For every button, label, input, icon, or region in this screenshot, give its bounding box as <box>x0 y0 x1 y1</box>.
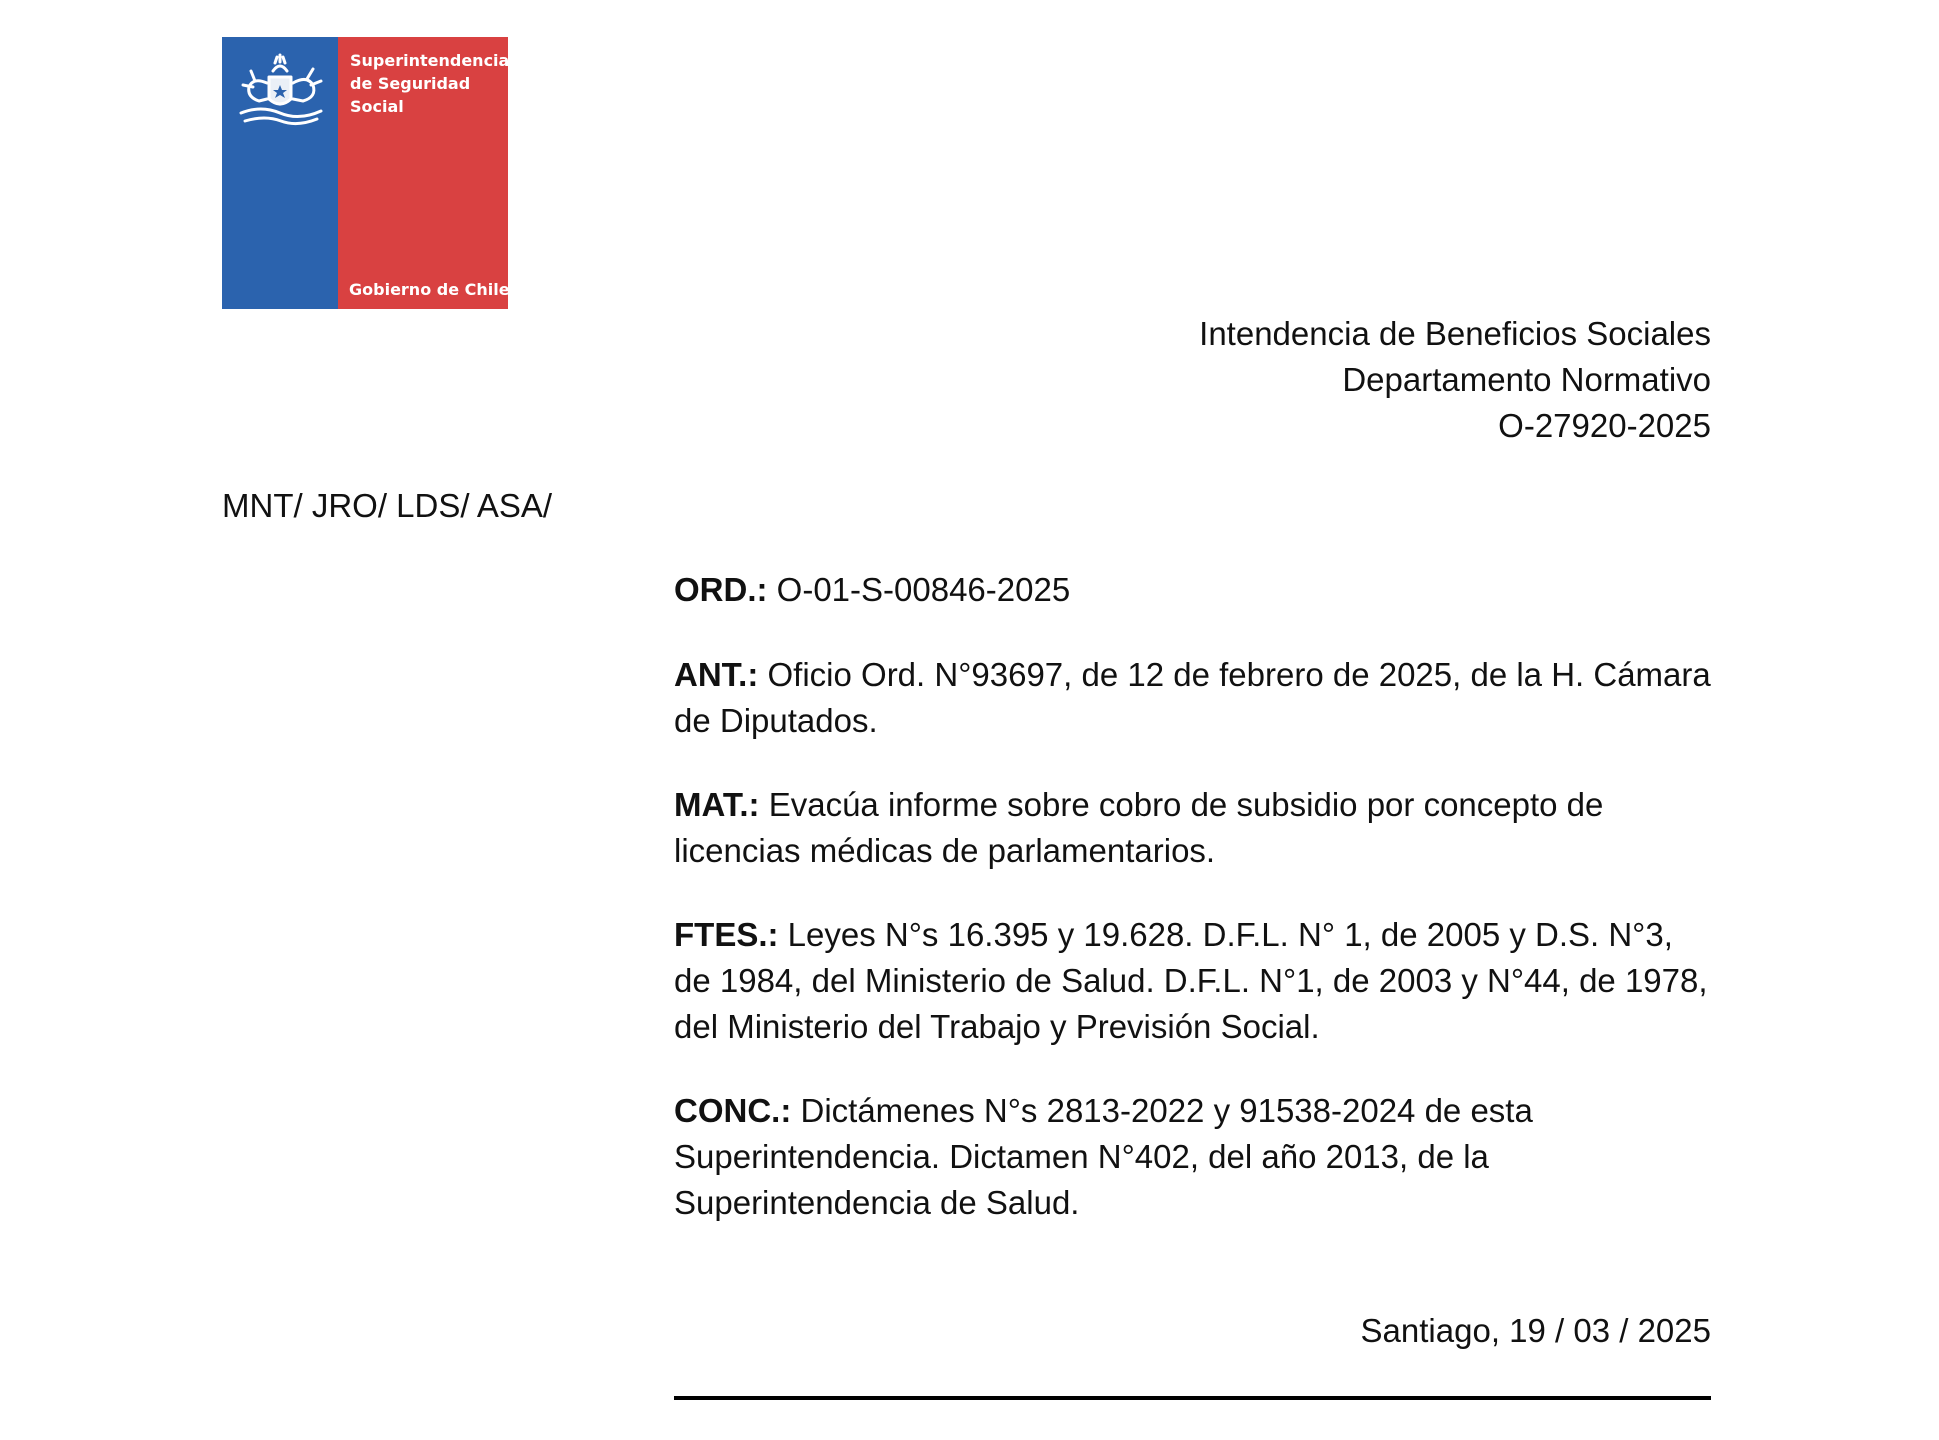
logo-org-name <box>350 49 510 118</box>
logo-blue-panel <box>222 37 338 309</box>
document-code: O-27920-2025 <box>1498 407 1711 444</box>
logo-org-line-3: Social <box>350 97 404 116</box>
divider <box>674 1396 1711 1400</box>
author-initials: MNT/ JRO/ LDS/ ASA/ <box>222 487 553 524</box>
field-ftes <box>674 912 1714 1050</box>
field-conc-value: Dictámenes N°s 2813-2022 y 91538-2024 de esta Superintendencia. Dictamen N°402, del año 2013, de la Superintendencia de Salud. <box>674 1092 1533 1221</box>
field-conc <box>674 1088 1714 1226</box>
field-mat-label: MAT.: <box>674 786 760 823</box>
field-ord-value: O-01-S-00846-2025 <box>776 571 1071 608</box>
field-ant-value: Oficio Ord. N°93697, de 12 de febrero de 2025, de la H. Cámara de Diputados. <box>674 656 1711 739</box>
ssso-logo <box>222 37 508 309</box>
field-ord <box>674 567 1714 613</box>
logo-org-line-1: Superintendencia <box>350 51 510 70</box>
field-ant-label: ANT.: <box>674 656 759 693</box>
field-ord-label: ORD.: <box>674 571 768 608</box>
field-ant <box>674 652 1714 744</box>
document-date: Santiago, 19 / 03 / 2025 <box>1360 1312 1711 1349</box>
logo-red-panel <box>338 37 508 309</box>
departamento-name: Departamento Normativo <box>1342 361 1711 398</box>
chile-coat-of-arms-icon <box>231 47 329 131</box>
logo-org-line-2: de Seguridad <box>350 74 471 93</box>
issuing-office <box>1199 311 1711 449</box>
field-ftes-value: Leyes N°s 16.395 y 19.628. D.F.L. N° 1, de 2005 y D.S. N°3, de 1984, del Ministerio de Salud. D.F.L. N°1, de 2003 y N°44, de 1978, del Ministerio del Trabajo y Previsión Social. <box>674 916 1708 1045</box>
field-mat <box>674 782 1714 874</box>
field-conc-label: CONC.: <box>674 1092 792 1129</box>
field-mat-value: Evacúa informe sobre cobro de subsidio por concepto de licencias médicas de parlamentarios. <box>674 786 1604 869</box>
field-ftes-label: FTES.: <box>674 916 779 953</box>
logo-government: Gobierno de Chile <box>349 280 510 299</box>
intendencia-name: Intendencia de Beneficios Sociales <box>1199 315 1711 352</box>
